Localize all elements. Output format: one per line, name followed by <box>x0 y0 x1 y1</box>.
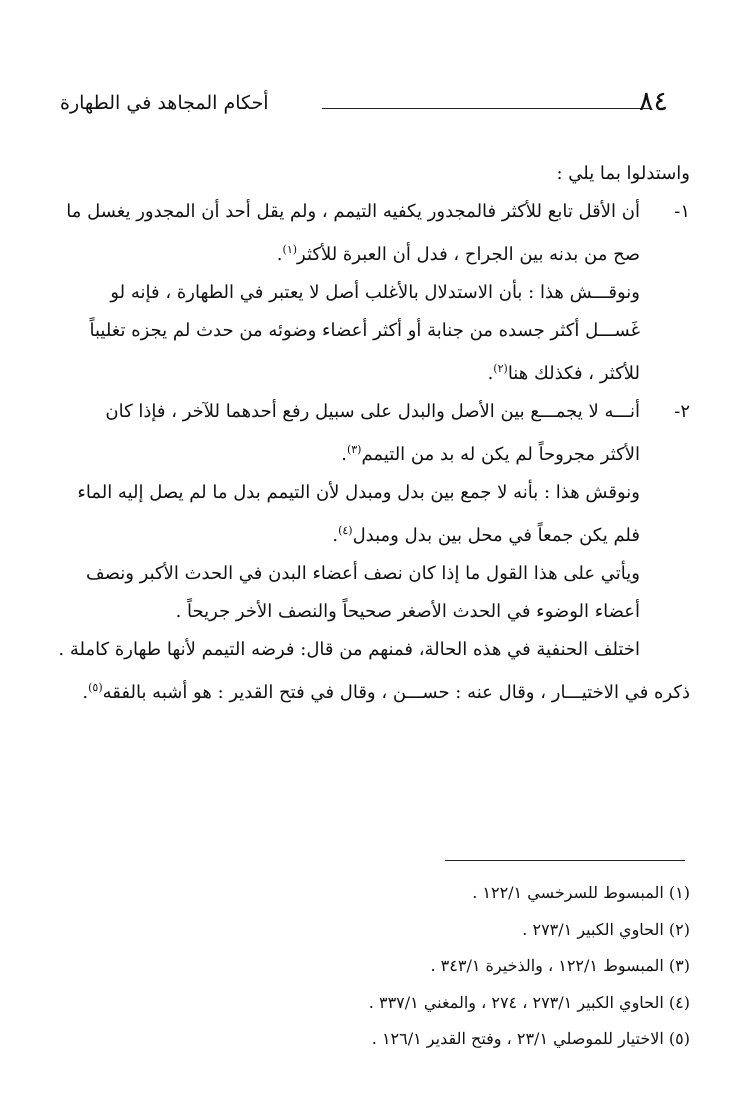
footnote-ref: (٤) <box>338 524 353 537</box>
objection-line: غَســـل أكثر جسده من جنابة أو أكثر أعضاء وضوئه من حدث لم يجزه تغليباً <box>89 320 640 341</box>
objection-line: فلم يكن جمعاً في محل بين بدل ومبدل$^{(٤)}$. <box>332 524 640 546</box>
footnote-ref: (٣) <box>346 443 362 456</box>
intro-line: واستدلوا بما يلي : <box>556 163 690 184</box>
argument-number: ١- <box>674 201 690 222</box>
footnote: (٤) الحاوي الكبير ٢٧٣/١ ، ٢٧٤ ، والمغني ٣٣٧/١ . <box>368 992 690 1012</box>
argument-line: صح من بدنه بين الجراح ، فدل أن العبرة للأكثر$^{(١)}$. <box>276 243 640 265</box>
consequence-line: ويأتي على هذا القول ما إذا كان نصف أعضاء البدن في الحدث الأكبر ونصف <box>86 563 640 584</box>
consequence-line: أعضاء الوضوء في الحدث الأصغر صحيحاً والنصف الأخر جريحاً . <box>175 601 640 622</box>
footnote-ref: (٥) <box>88 681 103 694</box>
main-text <box>60 155 690 712</box>
footnote: (١) المبسوط للسرخسي ١٢٢/١ . <box>472 883 690 902</box>
argument-1 <box>60 193 690 393</box>
header-rule <box>322 108 652 109</box>
footnotes <box>60 875 690 1058</box>
final-line: ذكره في الاختيـــار ، وقال عنه : حســـن ، وقال في فتح القدير : هو أشبه بالفقه$^{(٥)}$. <box>82 681 690 703</box>
argument-2 <box>60 393 690 669</box>
page-header <box>60 86 680 126</box>
hanafi-line: اختلف الحنفية في هذه الحالة، فمنهم من قال: فرضه التيمم لأنها طهارة كاملة . <box>58 639 640 660</box>
footnote-ref: (٢) <box>493 362 508 375</box>
objection-line: ونوقـــش هذا : بأن الاستدلال بالأغلب أصل لا يعتبر في الطهارة ، فإنه لو <box>110 282 640 303</box>
argument-line: الأكثر مجروحاً لم يكن له بد من التيمم$^{(٣)}$. <box>341 443 640 465</box>
running-title: أحكام المجاهد في الطهارة <box>60 92 269 114</box>
objection-line: ونوقش هذا : بأنه لا جمع بين بدل ومبدل لأن التيمم بدل ما لم يصل إليه الماء <box>77 482 640 503</box>
footnote-rule <box>445 860 685 861</box>
page-number: ٨٤ <box>638 86 668 117</box>
footnote: (٣) المبسوط ١٢٢/١ ، والذخيرة ٣٤٣/١ . <box>430 956 690 975</box>
footnote-ref: (١) <box>282 243 298 256</box>
footnote: (٥) الاختيار للموصلي ٢٣/١ ، وفتح القدير ١٢٦/١ . <box>371 1029 690 1048</box>
footnote: (٢) الحاوي الكبير ٢٧٣/١ . <box>522 919 690 939</box>
argument-line: أنـــه لا يجمـــع بين الأصل والبدل على سبيل رفع أحدهما للآخر ، فإذا كان <box>105 401 640 422</box>
objection-line: للأكثر ، فكذلك هنا$^{(٢)}$. <box>487 362 640 384</box>
argument-line: أن الأقل تابع للأكثر فالمجدور يكفيه التيمم ، ولم يقل أحد أن المجدور يغسل ما <box>66 201 640 222</box>
argument-number: ٢- <box>674 401 690 422</box>
